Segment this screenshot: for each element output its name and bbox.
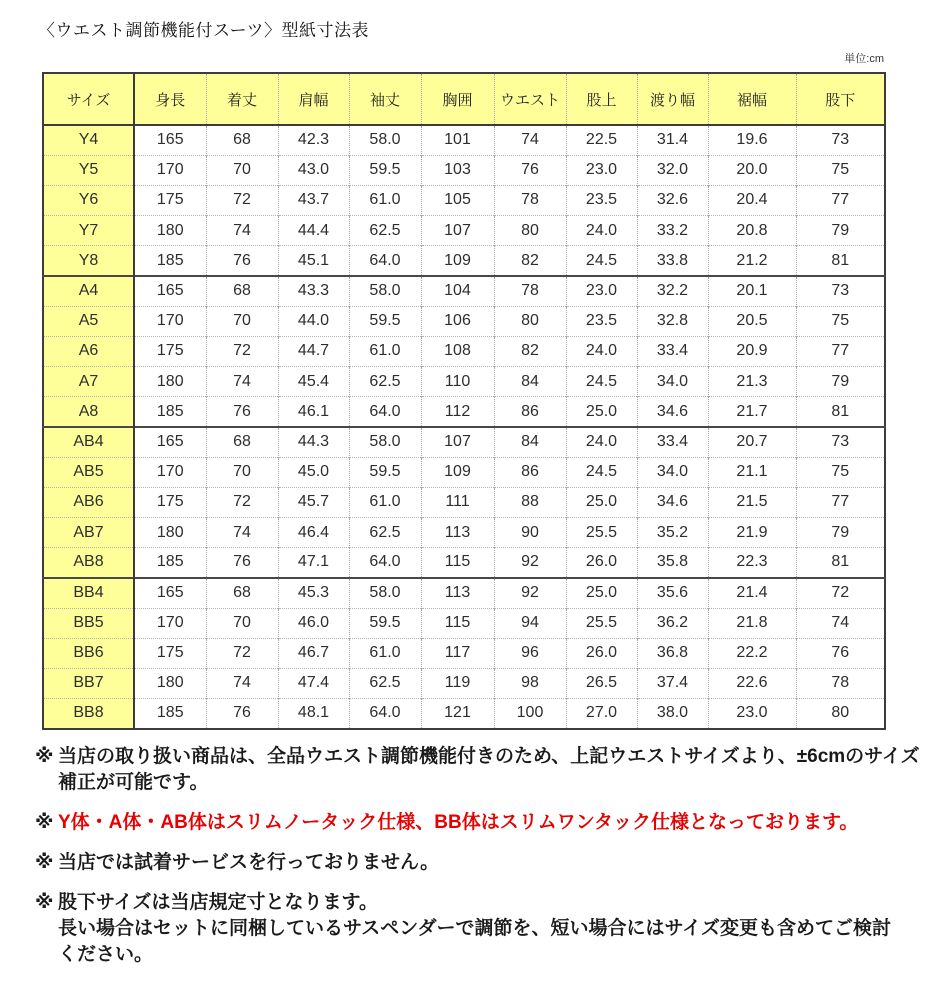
size-table-body (43, 125, 885, 729)
cell-BB4-9: 21.4 (708, 578, 796, 608)
column-header-8: 渡り幅 (637, 73, 708, 125)
cell-A5-3: 44.0 (278, 306, 349, 336)
table-row-A4 (43, 276, 885, 306)
cell-AB7-9: 21.9 (708, 517, 796, 547)
size-label-BB4: BB4 (43, 578, 134, 608)
cell-BB8-4: 64.0 (349, 699, 421, 729)
cell-AB6-6: 88 (494, 487, 566, 517)
cell-A8-6: 86 (494, 397, 566, 427)
cell-AB8-8: 35.8 (637, 548, 708, 578)
note-4-line-2: 長い場合はセットに同梱しているサスペンダーで調節を、短い場合にはサイズ変更も含めてご検討 (58, 918, 891, 939)
cell-AB6-5: 111 (421, 487, 494, 517)
cell-AB5-1: 170 (134, 457, 206, 487)
unit-label: 単位:cm (844, 53, 884, 65)
cell-Y4-6: 74 (494, 125, 566, 155)
cell-BB5-2: 70 (206, 608, 278, 638)
cell-BB7-10: 78 (796, 668, 885, 698)
cell-A7-1: 180 (134, 367, 206, 397)
cell-A8-9: 21.7 (708, 397, 796, 427)
cell-A4-2: 68 (206, 276, 278, 306)
cell-BB4-6: 92 (494, 578, 566, 608)
cell-Y7-1: 180 (134, 216, 206, 246)
cell-Y7-7: 24.0 (566, 216, 637, 246)
cell-BB7-3: 47.4 (278, 668, 349, 698)
note-marker-icon: ※ (35, 892, 54, 913)
column-header-1: 身長 (134, 73, 206, 125)
cell-A5-4: 59.5 (349, 306, 421, 336)
cell-AB4-2: 68 (206, 427, 278, 457)
cell-Y5-2: 70 (206, 155, 278, 185)
cell-AB5-9: 21.1 (708, 457, 796, 487)
column-header-4: 袖丈 (349, 73, 421, 125)
cell-Y4-7: 22.5 (566, 125, 637, 155)
cell-A4-3: 43.3 (278, 276, 349, 306)
size-label-A6: A6 (43, 336, 134, 366)
cell-Y5-9: 20.0 (708, 155, 796, 185)
cell-BB5-7: 25.5 (566, 608, 637, 638)
size-table (42, 72, 886, 730)
cell-BB8-1: 185 (134, 699, 206, 729)
column-header-size: サイズ (43, 73, 134, 125)
size-label-A4: A4 (43, 276, 134, 306)
cell-A7-4: 62.5 (349, 367, 421, 397)
cell-AB8-9: 22.3 (708, 548, 796, 578)
cell-Y5-10: 75 (796, 155, 885, 185)
cell-BB8-10: 80 (796, 699, 885, 729)
size-label-AB7: AB7 (43, 517, 134, 547)
cell-BB8-6: 100 (494, 699, 566, 729)
cell-Y4-3: 42.3 (278, 125, 349, 155)
cell-Y6-5: 105 (421, 185, 494, 215)
cell-Y7-9: 20.8 (708, 216, 796, 246)
cell-BB4-1: 165 (134, 578, 206, 608)
column-header-9: 裾幅 (708, 73, 796, 125)
cell-A6-5: 108 (421, 336, 494, 366)
cell-Y8-3: 45.1 (278, 246, 349, 276)
table-row-AB7 (43, 517, 885, 547)
cell-BB6-10: 76 (796, 638, 885, 668)
table-row-BB6 (43, 638, 885, 668)
cell-A6-7: 24.0 (566, 336, 637, 366)
cell-A7-3: 45.4 (278, 367, 349, 397)
cell-AB5-6: 86 (494, 457, 566, 487)
cell-A6-4: 61.0 (349, 336, 421, 366)
cell-Y4-5: 101 (421, 125, 494, 155)
note-2-line-1: Y体・A体・AB体はスリムノータック仕様、BB体はスリムワンタック仕様となっております。 (58, 812, 859, 833)
cell-BB8-2: 76 (206, 699, 278, 729)
cell-A7-8: 34.0 (637, 367, 708, 397)
cell-AB6-10: 77 (796, 487, 885, 517)
cell-BB4-8: 35.6 (637, 578, 708, 608)
cell-A7-6: 84 (494, 367, 566, 397)
table-row-Y6 (43, 185, 885, 215)
cell-A4-8: 32.2 (637, 276, 708, 306)
size-label-Y6: Y6 (43, 185, 134, 215)
size-label-Y7: Y7 (43, 216, 134, 246)
note-4-line-3: ください。 (58, 944, 154, 965)
size-label-Y4: Y4 (43, 125, 134, 155)
cell-Y4-4: 58.0 (349, 125, 421, 155)
cell-Y5-4: 59.5 (349, 155, 421, 185)
cell-AB6-9: 21.5 (708, 487, 796, 517)
cell-BB7-6: 98 (494, 668, 566, 698)
cell-AB6-4: 61.0 (349, 487, 421, 517)
note-4 (35, 890, 925, 968)
cell-AB5-8: 34.0 (637, 457, 708, 487)
cell-BB7-4: 62.5 (349, 668, 421, 698)
cell-AB7-3: 46.4 (278, 517, 349, 547)
cell-Y6-1: 175 (134, 185, 206, 215)
note-marker-icon: ※ (35, 852, 54, 873)
cell-Y5-8: 32.0 (637, 155, 708, 185)
cell-Y8-7: 24.5 (566, 246, 637, 276)
cell-AB7-7: 25.5 (566, 517, 637, 547)
size-label-AB8: AB8 (43, 548, 134, 578)
table-row-A6 (43, 336, 885, 366)
cell-Y4-8: 31.4 (637, 125, 708, 155)
cell-Y6-3: 43.7 (278, 185, 349, 215)
cell-AB6-1: 175 (134, 487, 206, 517)
table-row-AB5 (43, 457, 885, 487)
cell-AB6-7: 25.0 (566, 487, 637, 517)
cell-Y5-3: 43.0 (278, 155, 349, 185)
cell-Y5-6: 76 (494, 155, 566, 185)
cell-AB5-3: 45.0 (278, 457, 349, 487)
cell-AB7-4: 62.5 (349, 517, 421, 547)
notes (35, 744, 925, 982)
column-header-10: 股下 (796, 73, 885, 125)
note-marker-icon: ※ (35, 812, 54, 833)
cell-AB7-1: 180 (134, 517, 206, 547)
cell-Y7-10: 79 (796, 216, 885, 246)
cell-A8-1: 185 (134, 397, 206, 427)
cell-BB5-9: 21.8 (708, 608, 796, 638)
cell-BB4-10: 72 (796, 578, 885, 608)
cell-AB4-3: 44.3 (278, 427, 349, 457)
cell-A5-7: 23.5 (566, 306, 637, 336)
cell-BB4-4: 58.0 (349, 578, 421, 608)
cell-BB7-8: 37.4 (637, 668, 708, 698)
cell-Y8-4: 64.0 (349, 246, 421, 276)
cell-AB7-2: 74 (206, 517, 278, 547)
cell-BB7-1: 180 (134, 668, 206, 698)
size-label-AB5: AB5 (43, 457, 134, 487)
cell-BB5-10: 74 (796, 608, 885, 638)
cell-Y6-6: 78 (494, 185, 566, 215)
size-label-Y5: Y5 (43, 155, 134, 185)
cell-A7-7: 24.5 (566, 367, 637, 397)
cell-AB4-1: 165 (134, 427, 206, 457)
cell-AB4-7: 24.0 (566, 427, 637, 457)
size-label-A7: A7 (43, 367, 134, 397)
cell-BB8-3: 48.1 (278, 699, 349, 729)
table-row-Y5 (43, 155, 885, 185)
cell-AB5-4: 59.5 (349, 457, 421, 487)
cell-A6-10: 77 (796, 336, 885, 366)
cell-A6-3: 44.7 (278, 336, 349, 366)
cell-BB7-2: 74 (206, 668, 278, 698)
table-row-A5 (43, 306, 885, 336)
cell-Y4-10: 73 (796, 125, 885, 155)
cell-BB5-1: 170 (134, 608, 206, 638)
cell-Y8-10: 81 (796, 246, 885, 276)
header-row (43, 73, 885, 125)
table-row-AB8 (43, 548, 885, 578)
cell-BB8-5: 121 (421, 699, 494, 729)
note-2 (35, 810, 925, 836)
cell-A7-10: 79 (796, 367, 885, 397)
cell-BB6-7: 26.0 (566, 638, 637, 668)
cell-A4-4: 58.0 (349, 276, 421, 306)
cell-BB4-3: 45.3 (278, 578, 349, 608)
table-row-Y8 (43, 246, 885, 276)
size-label-AB4: AB4 (43, 427, 134, 457)
cell-AB4-5: 107 (421, 427, 494, 457)
table-row-Y4 (43, 125, 885, 155)
cell-BB5-6: 94 (494, 608, 566, 638)
cell-A8-3: 46.1 (278, 397, 349, 427)
cell-BB6-1: 175 (134, 638, 206, 668)
table-row-AB4 (43, 427, 885, 457)
size-label-BB6: BB6 (43, 638, 134, 668)
cell-BB6-4: 61.0 (349, 638, 421, 668)
cell-A8-8: 34.6 (637, 397, 708, 427)
cell-Y7-6: 80 (494, 216, 566, 246)
table-row-BB5 (43, 608, 885, 638)
cell-AB7-10: 79 (796, 517, 885, 547)
table-row-AB6 (43, 487, 885, 517)
column-header-2: 着丈 (206, 73, 278, 125)
cell-BB8-8: 38.0 (637, 699, 708, 729)
note-3-line-1: 当店では試着サービスを行っておりません。 (58, 852, 440, 873)
cell-AB6-2: 72 (206, 487, 278, 517)
cell-A6-2: 72 (206, 336, 278, 366)
cell-AB8-10: 81 (796, 548, 885, 578)
cell-A4-9: 20.1 (708, 276, 796, 306)
cell-AB6-3: 45.7 (278, 487, 349, 517)
cell-A7-9: 21.3 (708, 367, 796, 397)
cell-BB7-9: 22.6 (708, 668, 796, 698)
cell-A8-2: 76 (206, 397, 278, 427)
cell-Y6-9: 20.4 (708, 185, 796, 215)
cell-A8-7: 25.0 (566, 397, 637, 427)
table-row-A7 (43, 367, 885, 397)
column-header-3: 肩幅 (278, 73, 349, 125)
cell-BB5-4: 59.5 (349, 608, 421, 638)
cell-AB7-6: 90 (494, 517, 566, 547)
cell-Y6-2: 72 (206, 185, 278, 215)
note-1-line-1: 当店の取り扱い商品は、全品ウエスト調節機能付きのため、上記ウエストサイズより、±6cmのサイズ (58, 746, 920, 767)
cell-Y7-3: 44.4 (278, 216, 349, 246)
size-label-BB7: BB7 (43, 668, 134, 698)
cell-Y7-2: 74 (206, 216, 278, 246)
cell-AB8-6: 92 (494, 548, 566, 578)
cell-A5-10: 75 (796, 306, 885, 336)
cell-A5-8: 32.8 (637, 306, 708, 336)
cell-AB4-4: 58.0 (349, 427, 421, 457)
cell-BB8-7: 27.0 (566, 699, 637, 729)
cell-Y8-8: 33.8 (637, 246, 708, 276)
cell-A8-4: 64.0 (349, 397, 421, 427)
cell-AB7-8: 35.2 (637, 517, 708, 547)
cell-AB8-3: 47.1 (278, 548, 349, 578)
size-label-A5: A5 (43, 306, 134, 336)
page-title: 〈ウエスト調節機能付スーツ〉型紙寸法表 (38, 21, 369, 40)
cell-A6-8: 33.4 (637, 336, 708, 366)
cell-A5-9: 20.5 (708, 306, 796, 336)
cell-A4-6: 78 (494, 276, 566, 306)
cell-BB4-2: 68 (206, 578, 278, 608)
cell-AB7-5: 113 (421, 517, 494, 547)
cell-Y7-8: 33.2 (637, 216, 708, 246)
size-label-BB5: BB5 (43, 608, 134, 638)
cell-Y8-1: 185 (134, 246, 206, 276)
size-label-AB6: AB6 (43, 487, 134, 517)
cell-BB5-8: 36.2 (637, 608, 708, 638)
cell-Y7-5: 107 (421, 216, 494, 246)
cell-AB4-10: 73 (796, 427, 885, 457)
size-label-Y8: Y8 (43, 246, 134, 276)
cell-BB5-3: 46.0 (278, 608, 349, 638)
cell-Y8-5: 109 (421, 246, 494, 276)
cell-AB4-8: 33.4 (637, 427, 708, 457)
cell-A7-5: 110 (421, 367, 494, 397)
cell-BB6-5: 117 (421, 638, 494, 668)
cell-A4-7: 23.0 (566, 276, 637, 306)
cell-AB8-4: 64.0 (349, 548, 421, 578)
cell-AB6-8: 34.6 (637, 487, 708, 517)
cell-Y8-2: 76 (206, 246, 278, 276)
size-label-BB8: BB8 (43, 699, 134, 729)
cell-BB6-9: 22.2 (708, 638, 796, 668)
cell-Y6-10: 77 (796, 185, 885, 215)
cell-A4-10: 73 (796, 276, 885, 306)
cell-BB6-6: 96 (494, 638, 566, 668)
cell-BB6-3: 46.7 (278, 638, 349, 668)
cell-BB6-8: 36.8 (637, 638, 708, 668)
note-3 (35, 850, 925, 876)
table-row-BB7 (43, 668, 885, 698)
cell-Y6-8: 32.6 (637, 185, 708, 215)
cell-AB5-7: 24.5 (566, 457, 637, 487)
table-row-A8 (43, 397, 885, 427)
cell-Y6-4: 61.0 (349, 185, 421, 215)
table-row-BB4 (43, 578, 885, 608)
cell-BB8-9: 23.0 (708, 699, 796, 729)
cell-AB5-10: 75 (796, 457, 885, 487)
size-label-A8: A8 (43, 397, 134, 427)
cell-Y5-1: 170 (134, 155, 206, 185)
table-row-BB8 (43, 699, 885, 729)
cell-A5-5: 106 (421, 306, 494, 336)
column-header-5: 胸囲 (421, 73, 494, 125)
cell-AB8-1: 185 (134, 548, 206, 578)
cell-AB4-6: 84 (494, 427, 566, 457)
cell-A6-6: 82 (494, 336, 566, 366)
cell-AB8-7: 26.0 (566, 548, 637, 578)
cell-Y4-2: 68 (206, 125, 278, 155)
cell-A4-1: 165 (134, 276, 206, 306)
cell-A4-5: 104 (421, 276, 494, 306)
cell-A6-1: 175 (134, 336, 206, 366)
cell-AB4-9: 20.7 (708, 427, 796, 457)
cell-AB5-2: 70 (206, 457, 278, 487)
cell-A8-5: 112 (421, 397, 494, 427)
note-4-line-1: 股下サイズは当店規定寸となります。 (58, 892, 378, 913)
cell-Y5-7: 23.0 (566, 155, 637, 185)
cell-BB5-5: 115 (421, 608, 494, 638)
cell-Y8-9: 21.2 (708, 246, 796, 276)
cell-BB6-2: 72 (206, 638, 278, 668)
cell-Y4-1: 165 (134, 125, 206, 155)
note-marker-icon: ※ (35, 746, 54, 767)
cell-Y8-6: 82 (494, 246, 566, 276)
cell-BB4-7: 25.0 (566, 578, 637, 608)
cell-Y5-5: 103 (421, 155, 494, 185)
cell-Y4-9: 19.6 (708, 125, 796, 155)
table-row-Y7 (43, 216, 885, 246)
note-1-line-2: 補正が可能です。 (58, 772, 209, 793)
cell-Y6-7: 23.5 (566, 185, 637, 215)
cell-A6-9: 20.9 (708, 336, 796, 366)
cell-Y7-4: 62.5 (349, 216, 421, 246)
cell-A8-10: 81 (796, 397, 885, 427)
cell-AB5-5: 109 (421, 457, 494, 487)
cell-A5-6: 80 (494, 306, 566, 336)
cell-A5-1: 170 (134, 306, 206, 336)
cell-A5-2: 70 (206, 306, 278, 336)
cell-AB8-2: 76 (206, 548, 278, 578)
cell-BB4-5: 113 (421, 578, 494, 608)
cell-BB7-5: 119 (421, 668, 494, 698)
column-header-7: 股上 (566, 73, 637, 125)
cell-A7-2: 74 (206, 367, 278, 397)
cell-AB8-5: 115 (421, 548, 494, 578)
column-header-6: ウエスト (494, 73, 566, 125)
note-1 (35, 744, 925, 796)
cell-BB7-7: 26.5 (566, 668, 637, 698)
